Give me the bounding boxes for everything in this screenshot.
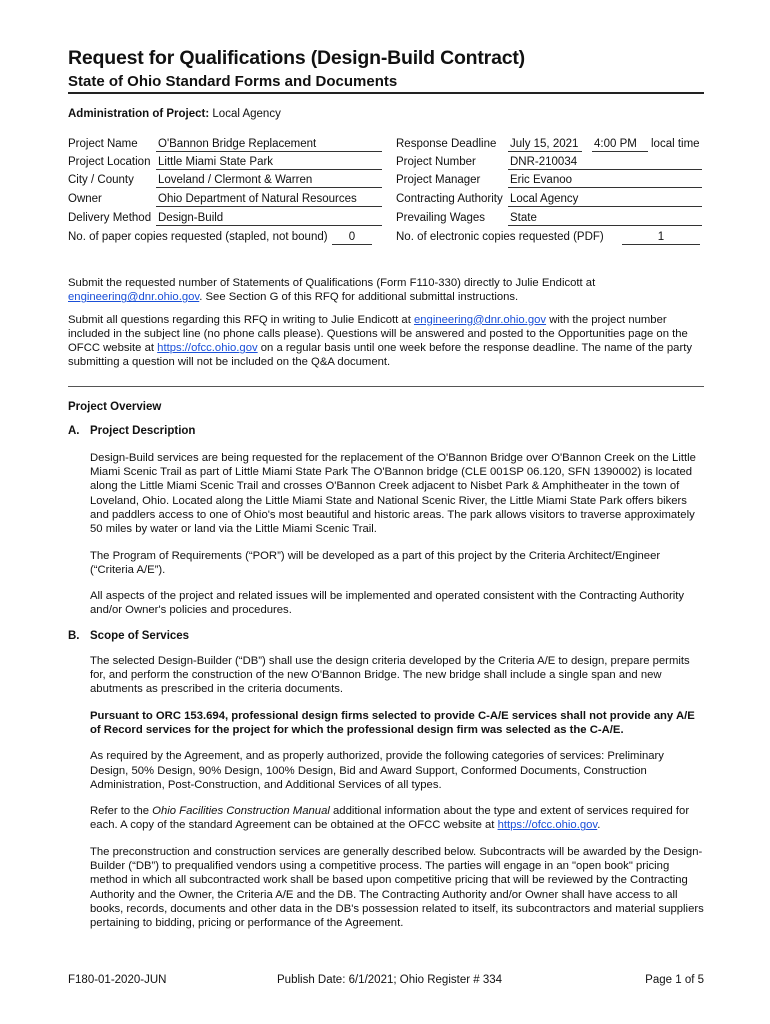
section-a-paragraph-1: Design-Build services are being requested for the replacement of the O'Bannon Bridge over O'Bannon Creek on the Little Miami Scenic Trail as part of Little Miami State Park The O'Bannon bridge (CLE 001SP 06.120, SFN 1390002) is located along the Little Miami Scenic Trail and crosses O'Bannon Creek adjacent to Nisbet Park & Amphitheater in the town of Loveland, Ohio. Located along the Little Miami State and National Scenic River, the Little Miami State Park offers bikers and paddlers access to one of Ohio's most beautiful and historic areas. The park allows visitors to traverse approximately 50 miles by water or land via the Little Miami Scenic Trail.: [90, 451, 696, 536]
project-number-label: Project Number: [396, 156, 476, 168]
questions-text-mid: with the project number included in the subject line (no phone calls please). Questions will be answered and posted to the Opportunities page on the OFCC website at: [68, 313, 688, 355]
administration-line: [68, 108, 704, 120]
project-manager-label: Project Manager: [396, 174, 481, 186]
title-divider: [68, 92, 704, 94]
section-b-paragraph-3: As required by the Agreement, and as properly authorized, provide the following categories of services: Preliminary Design, 50% Design, 90% Design, 100% Design, Bid and Award Support, Conformed Documents, Construction Administration, Post-Construction, and Additional Services of all types.: [90, 750, 664, 791]
section-b-letter: B.: [68, 629, 80, 642]
section-b-paragraph-2: Pursuant to ORC 153.694, professional design firms selected to provide C-A/E services shall not provide any A/E of Record services for the project for which the professional design firm was selected as the C-A/E.: [90, 709, 695, 736]
project-location-field[interactable]: Little Miami State Park: [156, 155, 382, 170]
questions-text-end: on a regular basis until one week before the response deadline. The name of the party submitting a question will not be included on the Q&A document.: [68, 342, 693, 369]
section-a-paragraph-2: The Program of Requirements (“POR”) will be developed as a part of this project by the Criteria Architect/Engineer (“Criteria A/E”).: [90, 549, 661, 576]
section-a-title: Project Description: [90, 424, 196, 437]
section-b-paragraph-1: The selected Design-Builder (“DB”) shall use the design criteria developed by the Criteria A/E to design, prepare permits for, and perform the construction of the new O'Bannon Bridge. The new bridge shall include a single span and new abutments as prescribed in the criteria documents.: [90, 654, 690, 696]
submission-email-link[interactable]: engineering@dnr.ohio.gov: [68, 291, 200, 304]
electronic-copies-label: No. of electronic copies requested (PDF): [396, 231, 604, 243]
ofcc-website-link[interactable]: https://ofcc.ohio.gov: [157, 342, 258, 355]
section-b-p4-text: Refer to the: [90, 805, 153, 818]
document-title: Request for Qualifications (Design-Build Contract): [68, 47, 525, 69]
paper-copies-field[interactable]: 0: [332, 230, 372, 245]
footer-form-id: F180-01-2020-JUN: [68, 974, 167, 986]
section-divider: [68, 386, 704, 387]
section-b-heading: [68, 630, 704, 642]
document-page: [68, 46, 704, 931]
paper-copies-label: No. of paper copies requested (stapled, not bound): [68, 231, 328, 243]
questions-email-link[interactable]: engineering@dnr.ohio.gov: [413, 313, 547, 326]
project-info-fields: [68, 138, 704, 254]
prevailing-wages-field[interactable]: State: [508, 211, 702, 226]
delivery-method-label: Delivery Method: [68, 212, 152, 224]
section-b-p4-text-end: .: [597, 819, 601, 832]
electronic-copies-field[interactable]: 1: [622, 230, 700, 245]
questions-text: Submit all questions regarding this RFQ in writing to Julie Endicott at: [68, 313, 414, 326]
submission-text-end: . See Section G of this RFQ for additional submittal instructions.: [199, 291, 519, 304]
city-county-label: City / County: [68, 174, 134, 186]
section-b-title: Scope of Services: [90, 629, 190, 642]
footer-page-number: Page 1 of 5: [645, 974, 704, 986]
questions-instructions: [68, 313, 704, 370]
section-a-paragraph-3: All aspects of the project and related issues will be implemented and operated consistent with the Contracting Authority and/or Owner's policies and procedures.: [90, 590, 685, 617]
ofcc-agreement-link[interactable]: https://ofcc.ohio.gov: [497, 819, 598, 832]
owner-field[interactable]: Ohio Department of Natural Resources: [156, 192, 382, 207]
response-deadline-label: Response Deadline: [396, 138, 497, 150]
document-subtitle: State of Ohio Standard Forms and Documents: [68, 73, 398, 90]
contracting-authority-label: Contracting Authority: [396, 193, 503, 205]
section-b-p4-text-mid: additional information about the type and extent of services required for each. A copy of the standard Agreement can be obtained at the OFCC website at: [90, 805, 690, 832]
project-name-field[interactable]: O'Bannon Bridge Replacement: [156, 137, 382, 152]
project-name-label: Project Name: [68, 138, 138, 150]
section-a-letter: A.: [68, 424, 80, 437]
owner-label: Owner: [68, 193, 102, 205]
construction-manual-title: Ohio Facilities Construction Manual: [152, 805, 330, 818]
contracting-authority-field[interactable]: Local Agency: [508, 192, 702, 207]
response-deadline-suffix: local time: [651, 138, 700, 150]
footer-publish-date: Publish Date: 6/1/2021; Ohio Register # 334: [277, 974, 503, 986]
delivery-method-field[interactable]: Design-Build: [156, 211, 382, 226]
submission-text: Submit the requested number of Statements of Qualifications (Form F110-330) directly to Julie Endicott at: [68, 277, 596, 289]
city-county-field[interactable]: Loveland / Clermont & Warren: [156, 173, 382, 188]
administration-label: Administration of Project:: [68, 108, 210, 120]
section-b-paragraph-4: [90, 804, 704, 833]
administration-value: Local Agency: [212, 108, 281, 120]
project-manager-field[interactable]: Eric Evanoo: [508, 173, 702, 188]
prevailing-wages-label: Prevailing Wages: [396, 212, 486, 224]
project-number-field[interactable]: DNR-210034: [508, 155, 702, 170]
response-deadline-time-field[interactable]: 4:00 PM: [592, 137, 648, 152]
submission-instructions: [68, 276, 704, 305]
section-b-paragraph-5: The preconstruction and construction services are generally described below. Subcontracts will be awarded by the Design-Builder (“DB”) to prequalified vendors using a competitive process. The parties will engage in an "open book" pricing method in which all subcontracted work shall be based upon competitive pricing that will be reviewed by the Contracting Authority and the Owner, the Criteria A/E and the DB. The Contracting Authority and/or Owner shall have access to all books, records, documents and other data in the DB's possession related to itself, its subcontractors and material suppliers pertaining to bidding, pricing or performance of the Agreement.: [90, 845, 704, 930]
section-a-heading: [68, 425, 704, 437]
response-deadline-date-field[interactable]: July 15, 2021: [508, 137, 582, 152]
project-overview-heading: Project Overview: [68, 400, 162, 413]
project-location-label: Project Location: [68, 156, 151, 168]
